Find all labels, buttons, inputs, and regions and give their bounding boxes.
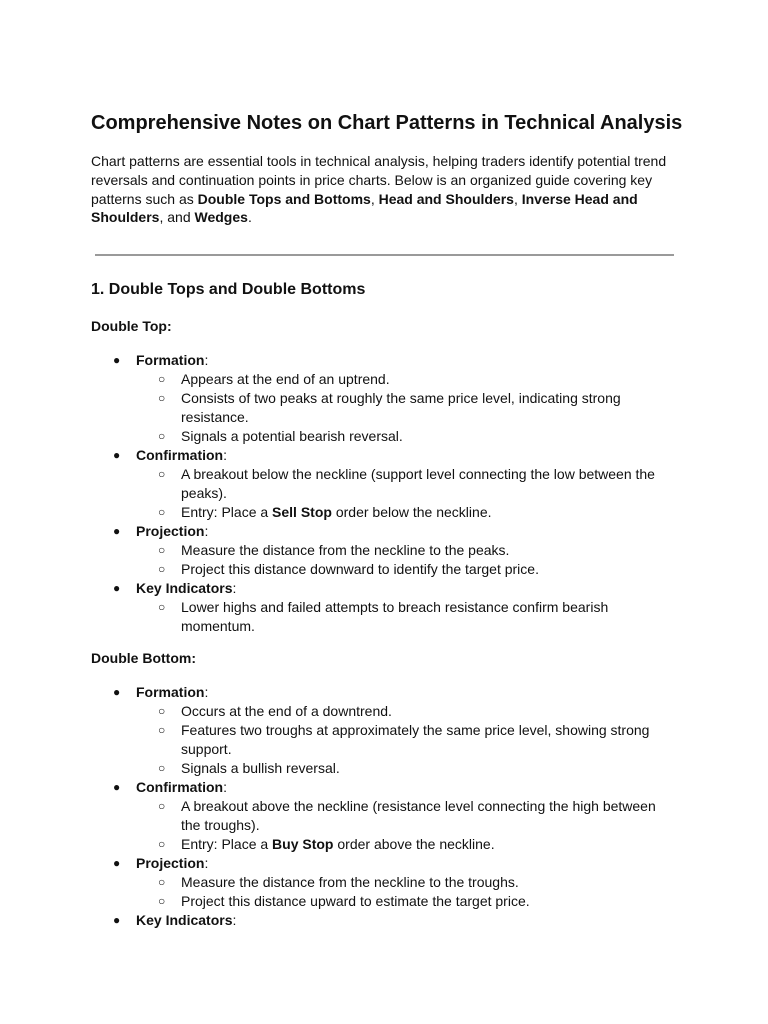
- sell-stop-term: Sell Stop: [272, 504, 332, 520]
- hollow-bullet-icon: ○: [158, 467, 166, 481]
- sub-item-text: Entry: Place a: [181, 504, 273, 520]
- subheading-double-top: Double Top:: [91, 318, 172, 334]
- sub-item-text: A breakout above the neckline (resistance level connecting the high between the troughs).: [181, 798, 656, 833]
- sub-list-item: [0, 873, 675, 892]
- intro-separator: , and: [159, 209, 195, 226]
- subheading-double-bottom: Double Bottom:: [91, 650, 196, 666]
- intro-bold-head-shoulders: Head and Shoulders: [378, 190, 514, 207]
- double-bottom-list: [0, 683, 675, 930]
- list-item-confirmation: [0, 778, 675, 854]
- item-colon: :: [232, 580, 237, 596]
- sub-item-text: Signals a potential bearish reversal.: [181, 428, 403, 444]
- sub-list-item: [0, 892, 675, 911]
- sub-list: [136, 797, 675, 854]
- bullet-icon: ●: [113, 448, 121, 462]
- hollow-bullet-icon: ○: [158, 723, 166, 737]
- sub-list-item: [0, 427, 675, 446]
- hollow-bullet-icon: ○: [158, 704, 166, 718]
- item-label: Formation: [136, 352, 205, 368]
- hollow-bullet-icon: ○: [158, 543, 166, 557]
- sub-list: [136, 370, 675, 446]
- sub-item-text: order above the neckline.: [333, 836, 495, 852]
- sub-item-text: Project this distance upward to estimate the target price.: [181, 893, 530, 909]
- hollow-bullet-icon: ○: [158, 837, 166, 851]
- sub-list-item: [0, 797, 675, 835]
- hollow-bullet-icon: ○: [158, 799, 166, 813]
- item-label: Confirmation: [136, 447, 224, 463]
- item-label: Confirmation: [136, 779, 224, 795]
- hollow-bullet-icon: ○: [158, 562, 166, 576]
- sub-item-text: Measure the distance from the neckline to the peaks.: [181, 542, 510, 558]
- sub-item-text: A breakout below the neckline (support level connecting the low between the peaks).: [181, 466, 655, 501]
- double-top-list: [0, 351, 675, 636]
- sub-item-text: Signals a bullish reversal.: [181, 760, 340, 776]
- sub-item-text: Measure the distance from the neckline to the troughs.: [181, 874, 519, 890]
- document-title: Comprehensive Notes on Chart Patterns in Technical Analysis: [91, 112, 683, 134]
- sub-list-item: [0, 702, 675, 721]
- hollow-bullet-icon: ○: [158, 429, 166, 443]
- intro-separator: ,: [513, 190, 522, 207]
- list-item-key-indicators: [0, 579, 675, 636]
- hollow-bullet-icon: ○: [158, 505, 166, 519]
- intro-paragraph: [91, 152, 681, 227]
- intro-bold-double-tops: Double Tops and Bottoms: [197, 190, 371, 207]
- hollow-bullet-icon: ○: [158, 875, 166, 889]
- intro-bold-wedges: Wedges: [194, 209, 248, 226]
- item-colon: :: [223, 779, 227, 795]
- bullet-icon: ●: [113, 524, 121, 538]
- sub-list-item: [0, 598, 675, 636]
- intro-bold-inverse-head-shoulders: Inverse Head and Shoulders: [91, 190, 638, 226]
- list-item-formation: [0, 351, 675, 446]
- sub-list-item: [0, 389, 675, 427]
- sub-list: [136, 702, 675, 778]
- sub-item-text: Appears at the end of an uptrend.: [181, 371, 390, 387]
- sub-item-text: Lower highs and failed attempts to breach resistance confirm bearish momentum.: [181, 599, 609, 634]
- sub-list-item: [0, 370, 675, 389]
- list-item-projection: [0, 522, 675, 579]
- sub-item-text: Features two troughs at approximately the same price level, showing strong support.: [181, 722, 650, 757]
- horizontal-divider: [95, 254, 674, 256]
- intro-text: Chart patterns are essential tools in technical analysis, helping traders identify potential trend reversals and continuation points in price charts. Below is an organized guide covering key patterns such as: [91, 153, 667, 207]
- sub-item-text: Entry: Place a: [181, 836, 273, 852]
- list-item-formation: [0, 683, 675, 778]
- bullet-icon: ●: [113, 353, 121, 367]
- item-colon: :: [204, 855, 209, 871]
- bullet-icon: ●: [113, 913, 121, 927]
- item-label: Projection: [136, 523, 205, 539]
- bullet-icon: ●: [113, 856, 121, 870]
- intro-separator: ,: [370, 190, 379, 207]
- item-colon: :: [232, 912, 237, 928]
- bullet-icon: ●: [113, 780, 121, 794]
- sub-list-item: [0, 503, 675, 522]
- bullet-icon: ●: [113, 685, 121, 699]
- hollow-bullet-icon: ○: [158, 372, 166, 386]
- sub-list: [136, 541, 675, 579]
- sub-list-item: [0, 541, 675, 560]
- bullet-icon: ●: [113, 581, 121, 595]
- intro-end: .: [247, 209, 252, 226]
- list-item-key-indicators: [0, 911, 675, 930]
- hollow-bullet-icon: ○: [158, 600, 166, 614]
- item-colon: :: [204, 684, 209, 700]
- hollow-bullet-icon: ○: [158, 391, 166, 405]
- item-label: Formation: [136, 684, 205, 700]
- sub-list-item: [0, 721, 675, 759]
- sub-item-text: Consists of two peaks at roughly the same price level, indicating strong resistance.: [181, 390, 621, 425]
- item-colon: :: [204, 352, 209, 368]
- sub-item-text: Occurs at the end of a downtrend.: [181, 703, 392, 719]
- item-label: Key Indicators: [136, 912, 233, 928]
- list-item-projection: [0, 854, 675, 911]
- hollow-bullet-icon: ○: [158, 761, 166, 775]
- buy-stop-term: Buy Stop: [272, 836, 334, 852]
- hollow-bullet-icon: ○: [158, 894, 166, 908]
- sub-list-item: [0, 560, 675, 579]
- sub-list: [136, 873, 675, 911]
- sub-item-text: order below the neckline.: [331, 504, 492, 520]
- section-heading-double-tops-bottoms: 1. Double Tops and Double Bottoms: [91, 281, 366, 298]
- sub-list: [136, 598, 675, 636]
- sub-list-item: [0, 759, 675, 778]
- list-item-confirmation: [0, 446, 675, 522]
- sub-list-item: [0, 835, 675, 854]
- sub-list-item: [0, 465, 675, 503]
- item-label: Key Indicators: [136, 580, 233, 596]
- item-label: Projection: [136, 855, 205, 871]
- item-colon: :: [223, 447, 227, 463]
- item-colon: :: [204, 523, 209, 539]
- sub-list: [136, 465, 675, 522]
- sub-item-text: Project this distance downward to identify the target price.: [181, 561, 539, 577]
